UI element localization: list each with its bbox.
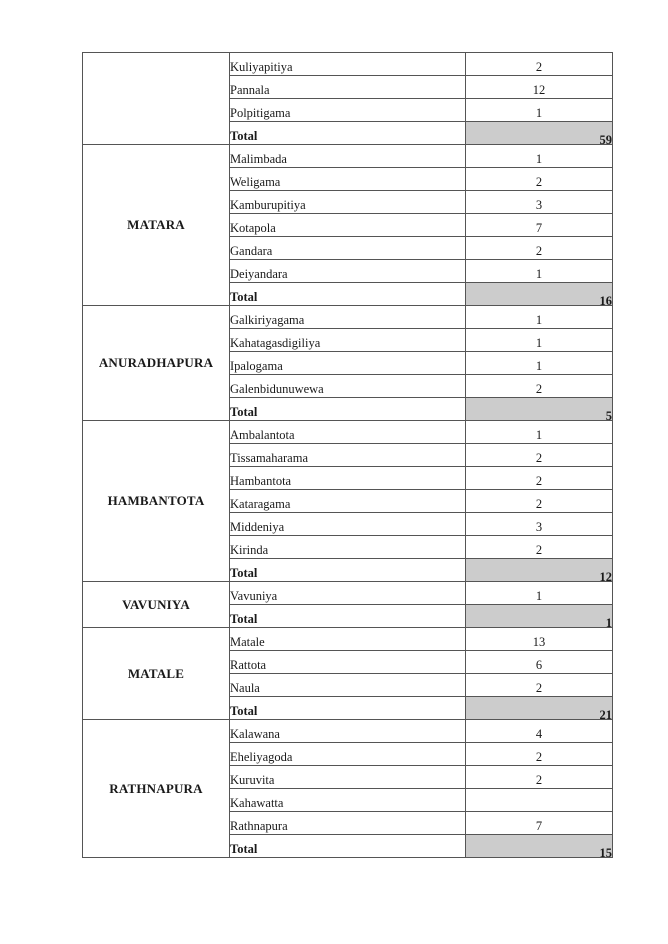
division-name-cell: Matale [230,628,466,651]
total-label-cell: Total [230,398,466,421]
count-cell: 1 [466,421,613,444]
count-cell: 2 [466,237,613,260]
table-row [83,145,613,168]
division-name-cell: Kalawana [230,720,466,743]
division-name-cell: Galkiriyagama [230,306,466,329]
count-cell: 2 [466,53,613,76]
table-row [83,421,613,444]
count-cell: 7 [466,812,613,835]
count-cell: 1 [466,306,613,329]
district-name-cell: MATALE [83,628,230,720]
total-label-cell: Total [230,283,466,306]
count-cell: 4 [466,720,613,743]
total-label-cell: Total [230,122,466,145]
total-value: 15 [599,846,612,860]
total-value-cell [466,122,613,145]
total-value-cell [466,283,613,306]
count-cell: 1 [466,329,613,352]
division-name-cell: Kuruvita [230,766,466,789]
count-cell: 12 [466,76,613,99]
count-cell: 1 [466,582,613,605]
division-name-cell: Deiyandara [230,260,466,283]
division-name-cell: Galenbidunuwewa [230,375,466,398]
count-cell: 3 [466,513,613,536]
count-cell: 2 [466,766,613,789]
division-name-cell: Rattota [230,651,466,674]
total-value: 12 [599,570,612,584]
count-cell: 1 [466,145,613,168]
count-cell: 2 [466,490,613,513]
count-cell: 2 [466,743,613,766]
table-body [83,53,613,858]
total-value: 16 [599,294,612,308]
division-name-cell: Ambalantota [230,421,466,444]
division-name-cell: Eheliyagoda [230,743,466,766]
table-row [83,720,613,743]
total-value: 21 [599,708,612,722]
count-cell: 13 [466,628,613,651]
division-name-cell: Naula [230,674,466,697]
division-name-cell: Kuliyapitiya [230,53,466,76]
table-row [83,582,613,605]
count-cell: 2 [466,444,613,467]
count-cell: 1 [466,99,613,122]
count-cell: 2 [466,168,613,191]
district-name-cell: RATHNAPURA [83,720,230,858]
district-name-cell [83,53,230,145]
count-cell: 2 [466,375,613,398]
total-label-cell: Total [230,697,466,720]
division-name-cell: Pannala [230,76,466,99]
table-row [83,306,613,329]
division-name-cell: Kataragama [230,490,466,513]
total-label-cell: Total [230,835,466,858]
division-name-cell: Kamburupitiya [230,191,466,214]
district-name-cell: HAMBANTOTA [83,421,230,582]
total-value-cell [466,605,613,628]
count-cell: 2 [466,674,613,697]
district-name-cell: VAVUNIYA [83,582,230,628]
count-cell: 2 [466,467,613,490]
division-name-cell: Gandara [230,237,466,260]
count-cell: 1 [466,352,613,375]
division-name-cell: Tissamaharama [230,444,466,467]
total-value-cell [466,559,613,582]
count-cell: 3 [466,191,613,214]
total-value: 5 [605,409,612,423]
division-name-cell: Kahawatta [230,789,466,812]
division-name-cell: Kirinda [230,536,466,559]
division-name-cell: Hambantota [230,467,466,490]
table-row [83,628,613,651]
total-label-cell: Total [230,605,466,628]
total-value-cell [466,835,613,858]
division-name-cell: Rathnapura [230,812,466,835]
district-name-cell: ANURADHAPURA [83,306,230,421]
division-name-cell: Ipalogama [230,352,466,375]
division-name-cell: Middeniya [230,513,466,536]
division-name-cell: Kahatagasdigiliya [230,329,466,352]
count-cell: 7 [466,214,613,237]
total-value-cell [466,398,613,421]
division-name-cell: Malimbada [230,145,466,168]
total-value: 1 [605,616,612,630]
count-cell: 6 [466,651,613,674]
division-name-cell: Kotapola [230,214,466,237]
total-value-cell [466,697,613,720]
division-name-cell: Vavuniya [230,582,466,605]
division-name-cell: Polpitigama [230,99,466,122]
table-row [83,53,613,76]
district-division-table [82,52,613,858]
count-cell [466,789,613,812]
total-value: 59 [599,133,612,147]
division-name-cell: Weligama [230,168,466,191]
district-name-cell: MATARA [83,145,230,306]
total-label-cell: Total [230,559,466,582]
count-cell: 1 [466,260,613,283]
count-cell: 2 [466,536,613,559]
